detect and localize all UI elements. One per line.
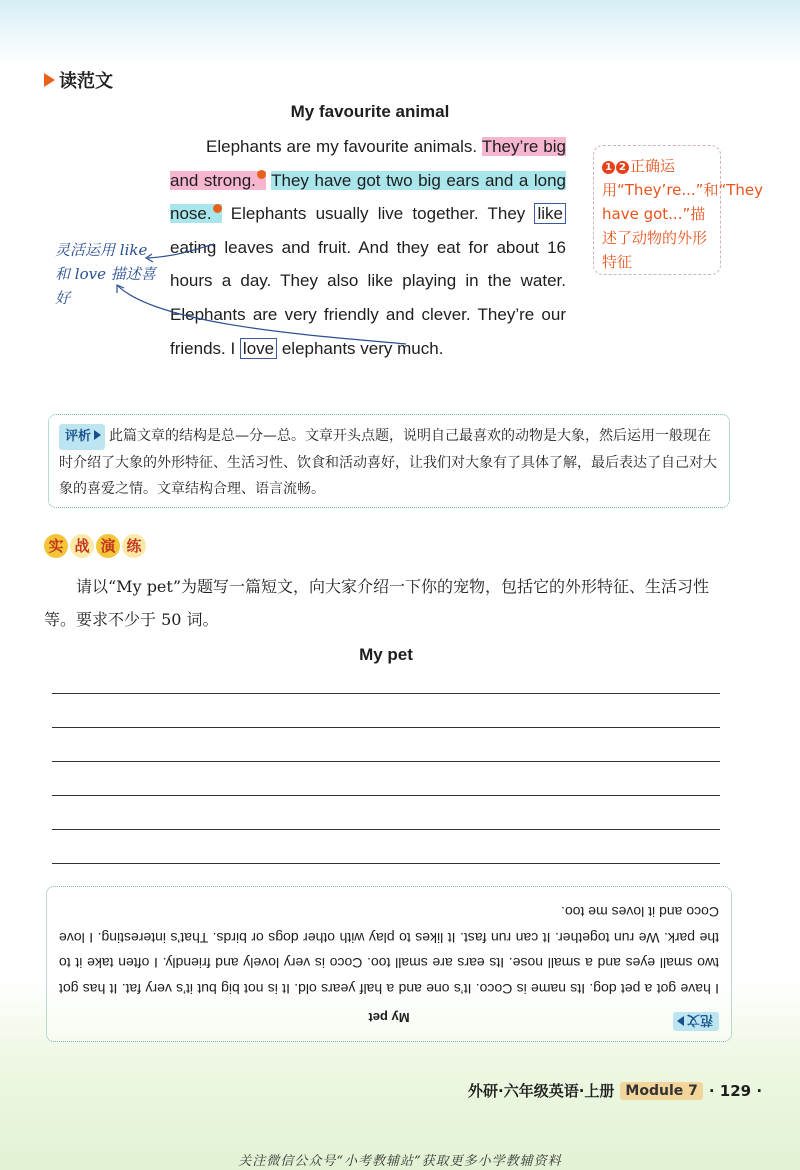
passage-text: elephants very much. <box>277 338 444 358</box>
essay-title: My pet <box>359 645 413 664</box>
page-footer <box>468 1080 762 1101</box>
writing-prompt: 请以“My pet”为题写一篇短文，向大家介绍一下你的宠物，包括它的外形特征、生活习性等。要求不少于 50 词。 <box>44 577 710 629</box>
passage-text: eating leaves and fruit. And they eat for about 16 hours a day. They also like playing in the water. Elephants are very friendly and clever. They’re our friends. I <box>170 237 566 358</box>
sample-tag: 范文 <box>669 1012 719 1031</box>
practice-char: 练 <box>122 534 146 558</box>
number-badge-1: 1 <box>602 161 615 174</box>
writing-line[interactable] <box>52 795 720 796</box>
practice-char: 实 <box>44 534 68 558</box>
writing-line[interactable] <box>52 863 720 864</box>
practice-char: 战 <box>70 534 94 558</box>
triangle-icon <box>94 430 101 440</box>
watermark-text: 关注微信公众号“小考教辅站”获取更多小学教辅资料 <box>238 1154 562 1169</box>
writing-line[interactable] <box>52 693 720 694</box>
right-note-text: 正确运用“They’re...”和“They have got...”描述了动物的外形特征 <box>602 157 764 271</box>
analysis-tag: 评析 <box>59 424 105 450</box>
writing-line[interactable] <box>52 829 720 830</box>
writing-line[interactable] <box>52 727 720 728</box>
sample-title: My pet <box>368 1010 410 1025</box>
left-margin-note: 灵活运用 like 和 love 描述喜好 <box>55 241 156 307</box>
practice-heading <box>44 534 146 558</box>
practice-char: 演 <box>96 534 120 558</box>
page-number: · 129 · <box>708 1081 763 1100</box>
boxed-word-like: like <box>534 203 566 224</box>
section-heading-text: 读范文 <box>59 71 113 91</box>
passage-text: Elephants are my favourite animals. <box>206 137 482 156</box>
highlight-sentence-2: They have got two big ears and a long nose. <box>170 170 566 224</box>
sample-essay-box-upside-down <box>46 886 732 1042</box>
highlight-sentence-1: They’re big and strong. <box>170 137 566 190</box>
writing-line[interactable] <box>52 761 720 762</box>
passage-text: Elephants usually live together. They <box>221 204 535 224</box>
right-margin-note <box>593 145 764 275</box>
sample-body: I have got a pet dog. Its name is Coco. It’s one and a half years old. It is not big but it’s very fat. It has got two small eyes and a small nose. Its ears are small too. Coco is very lovely and friendly. I often take it to the park. We run together. It can run fast. It likes to play with other dogs or birds. That’s interesting. I love Coco and it loves me too. <box>59 904 719 997</box>
book-title: 外研·六年级英语·上册 <box>468 1082 615 1100</box>
analysis-box <box>48 414 730 508</box>
number-badge-2: 2 <box>616 161 629 174</box>
boxed-word-love: love <box>240 338 277 359</box>
passage-title: My favourite animal <box>290 102 450 121</box>
analysis-text: 此篇文章的结构是总—分—总。文章开头点题，说明自己最喜欢的动物是大象，然后运用一般现在时介绍了大象的外形特征、生活习性、饮食和活动喜好，让我们对大象有了具体了解，最后表达了自己对大象的喜爱之情。文章结构合理、语言流畅。 <box>59 428 717 497</box>
module-tag: Module 7 <box>620 1082 702 1100</box>
